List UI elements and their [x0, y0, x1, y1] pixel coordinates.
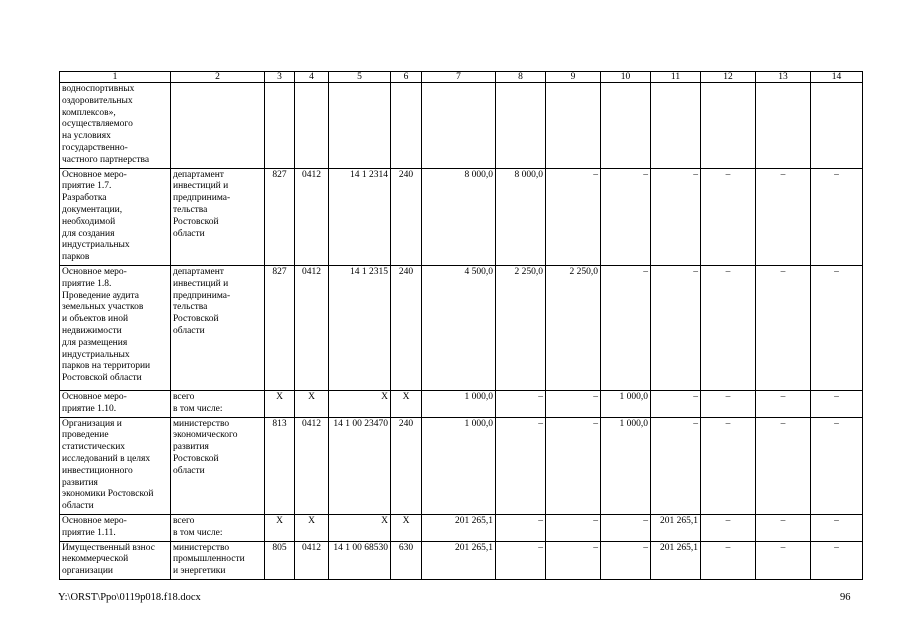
- table-cell: [171, 83, 265, 169]
- table-cell: всего в том числе:: [171, 390, 265, 417]
- column-header: 7: [422, 72, 496, 83]
- table-cell: X: [329, 514, 391, 541]
- table-cell: [391, 83, 422, 169]
- table-cell: –: [811, 417, 863, 514]
- table-row: [60, 514, 863, 541]
- column-header: 14: [811, 72, 863, 83]
- table-cell: –: [756, 514, 811, 541]
- table-cell: Организация и проведение статистических исследований в целях инвестиционного развития экономики Ростовской области: [60, 417, 171, 514]
- table-cell: [756, 83, 811, 169]
- table-cell: X: [265, 390, 295, 417]
- table-cell: 0412: [295, 417, 329, 514]
- table-cell: X: [265, 514, 295, 541]
- table-cell: 240: [391, 417, 422, 514]
- table-row: [60, 265, 863, 390]
- table-cell: министерство экономического развития Ростовской области: [171, 417, 265, 514]
- column-header: 1: [60, 72, 171, 83]
- column-header: 3: [265, 72, 295, 83]
- table-cell: –: [496, 541, 546, 579]
- table-cell: водноспортивных оздоровительных комплексов», осуществляемого на условиях государственно- частного партнерства: [60, 83, 171, 169]
- table-cell: –: [756, 417, 811, 514]
- table-cell: –: [546, 514, 601, 541]
- table-cell: –: [756, 541, 811, 579]
- table-row: [60, 168, 863, 265]
- table-cell: X: [295, 514, 329, 541]
- table-cell: –: [496, 417, 546, 514]
- table-cell: 827: [265, 265, 295, 390]
- table-cell: –: [601, 168, 651, 265]
- table-cell: –: [601, 514, 651, 541]
- table-cell: 2 250,0: [496, 265, 546, 390]
- table-cell: –: [811, 390, 863, 417]
- table-cell: [295, 83, 329, 169]
- column-header: 11: [651, 72, 701, 83]
- table-cell: [496, 83, 546, 169]
- table-cell: –: [756, 168, 811, 265]
- table-row: [60, 541, 863, 579]
- table-cell: 0412: [295, 265, 329, 390]
- table-cell: 805: [265, 541, 295, 579]
- table-cell: 813: [265, 417, 295, 514]
- table-cell: [651, 83, 701, 169]
- table-cell: Основное меро- приятие 1.10.: [60, 390, 171, 417]
- table-cell: 0412: [295, 541, 329, 579]
- table-cell: –: [701, 514, 756, 541]
- column-header: 5: [329, 72, 391, 83]
- table-cell: –: [651, 265, 701, 390]
- table-cell: всего в том числе:: [171, 514, 265, 541]
- budget-table: [59, 71, 863, 580]
- table-cell: 1 000,0: [422, 390, 496, 417]
- table-cell: 201 265,1: [651, 541, 701, 579]
- table-cell: Основное меро- приятие 1.8. Проведение аудита земельных участков и объектов иной недвижимости для размещения индустриальных парков на территории Ростовской области: [60, 265, 171, 390]
- table-cell: –: [811, 265, 863, 390]
- column-header: 4: [295, 72, 329, 83]
- column-header: 13: [756, 72, 811, 83]
- column-header: 10: [601, 72, 651, 83]
- table-cell: –: [756, 265, 811, 390]
- table-cell: X: [329, 390, 391, 417]
- table-cell: –: [701, 541, 756, 579]
- table-cell: 201 265,1: [651, 514, 701, 541]
- table-cell: –: [546, 168, 601, 265]
- table-cell: [265, 83, 295, 169]
- column-header: 2: [171, 72, 265, 83]
- table-row: [60, 390, 863, 417]
- table-cell: –: [811, 541, 863, 579]
- table-cell: –: [701, 265, 756, 390]
- table-cell: –: [756, 390, 811, 417]
- table-cell: –: [601, 541, 651, 579]
- table-row: [60, 417, 863, 514]
- table-cell: 2 250,0: [546, 265, 601, 390]
- table-cell: [422, 83, 496, 169]
- table-cell: –: [546, 541, 601, 579]
- table-cell: Имущественный взнос некоммерческой организации: [60, 541, 171, 579]
- footer-file-path: Y:\ORST\Ppo\0119p018.f18.docx: [58, 592, 201, 603]
- table-cell: 201 265,1: [422, 514, 496, 541]
- table-cell: –: [496, 514, 546, 541]
- table-cell: 4 500,0: [422, 265, 496, 390]
- table-header-row: [60, 72, 863, 83]
- table-row: [60, 83, 863, 169]
- table-cell: 827: [265, 168, 295, 265]
- table-cell: 14 1 2314: [329, 168, 391, 265]
- table-cell: 1 000,0: [601, 390, 651, 417]
- table-cell: X: [391, 390, 422, 417]
- table-cell: 14 1 00 23470: [329, 417, 391, 514]
- table-cell: 240: [391, 168, 422, 265]
- table-cell: 240: [391, 265, 422, 390]
- table-cell: 8 000,0: [496, 168, 546, 265]
- page-number: 96: [840, 592, 851, 603]
- table-cell: Основное меро- приятие 1.11.: [60, 514, 171, 541]
- table-cell: 630: [391, 541, 422, 579]
- table-cell: 1 000,0: [422, 417, 496, 514]
- table-cell: [601, 83, 651, 169]
- table-cell: департамент инвестиций и предпринима- тельства Ростовской области: [171, 168, 265, 265]
- table-cell: 0412: [295, 168, 329, 265]
- table-cell: –: [496, 390, 546, 417]
- table-cell: 14 1 00 68530: [329, 541, 391, 579]
- table-cell: Основное меро- приятие 1.7. Разработка документации, необходимой для создания индустриальных парков: [60, 168, 171, 265]
- table-cell: департамент инвестиций и предпринима- тельства Ростовской области: [171, 265, 265, 390]
- table-cell: министерство промышленности и энергетики: [171, 541, 265, 579]
- table-cell: [701, 83, 756, 169]
- table-cell: X: [295, 390, 329, 417]
- table-cell: 14 1 2315: [329, 265, 391, 390]
- table-cell: –: [651, 168, 701, 265]
- table-cell: –: [701, 168, 756, 265]
- table-cell: –: [601, 265, 651, 390]
- table-cell: –: [651, 390, 701, 417]
- table-cell: 201 265,1: [422, 541, 496, 579]
- table-cell: –: [651, 417, 701, 514]
- table-cell: –: [811, 514, 863, 541]
- column-header: 8: [496, 72, 546, 83]
- column-header: 12: [701, 72, 756, 83]
- table-cell: 1 000,0: [601, 417, 651, 514]
- column-header: 9: [546, 72, 601, 83]
- table-cell: –: [546, 390, 601, 417]
- table-cell: –: [811, 168, 863, 265]
- table-body: [60, 72, 863, 580]
- column-header: 6: [391, 72, 422, 83]
- table-cell: [546, 83, 601, 169]
- table-cell: 8 000,0: [422, 168, 496, 265]
- table-cell: –: [701, 390, 756, 417]
- table-cell: –: [546, 417, 601, 514]
- table-cell: [329, 83, 391, 169]
- table-cell: X: [391, 514, 422, 541]
- table-cell: [811, 83, 863, 169]
- table-cell: –: [701, 417, 756, 514]
